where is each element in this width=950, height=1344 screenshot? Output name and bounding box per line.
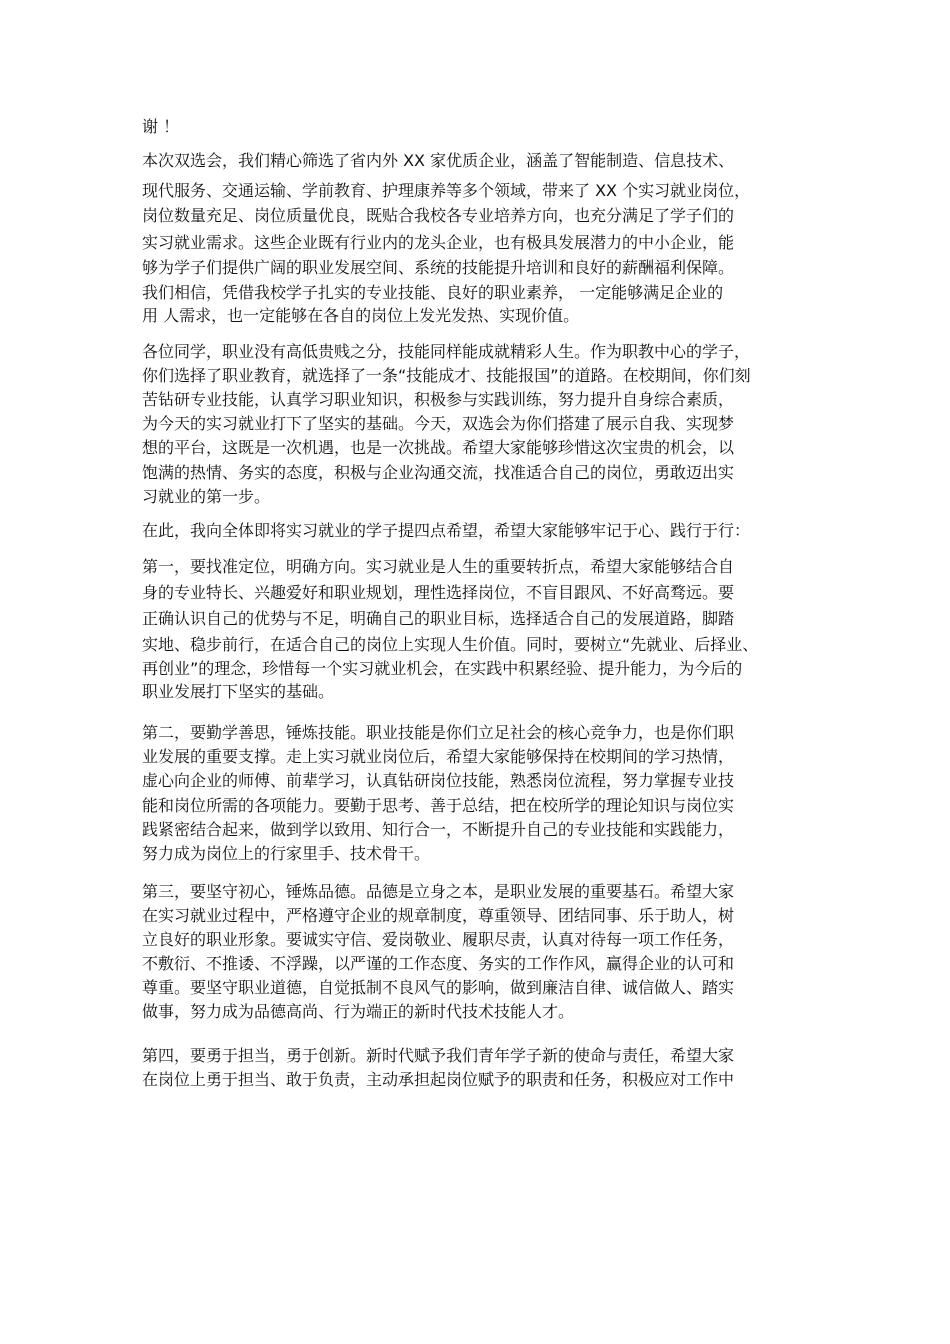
text-line: 虚心向企业的师傅、前辈学习，认真钻研岗位技能，熟悉岗位流程，努力掌握专业技 [142,771,735,790]
text-line: 实地、稳步前行，在适合自己的岗位上实现人生价值。同时，要树立“先就业、后择业、 [142,635,759,654]
text-line: 做事，努力成为品德高尚、行为端正的新时代技术技能人才。 [142,1002,575,1021]
text-line: 够为学子们提供广阔的职业发展空间、系统的技能提升培训和良好的薪酬福利保障。 [142,258,735,277]
text-line: 为今天的实习就业打下了坚实的基础。今天，双选会为你们搭建了展示自我、实现梦 [142,414,735,433]
text-line: 在此，我向全体即将实习就业的学子提四点希望，希望大家能够牢记于心、践行于行： [142,521,751,540]
text-line: 践紧密结合起来，做到学以致用、知行合一，不断提升自己的专业技能和实践能力， [142,820,735,839]
text-line: 你们选择了职业教育，就选择了一条“技能成才、技能报国”的道路。在校期间，你们刻 [142,366,751,385]
text-line: 尊重。要坚守职业道德，自觉抵制不良风气的影响，做到廉洁自律、诚信做人、踏实 [142,978,735,997]
text-line: 第四，要勇于担当，勇于创新。新时代赋予我们青年学子新的使命与责任，希望大家 [142,1046,735,1065]
text-line: 实习就业需求。这些企业既有行业内的龙头企业，也有极具发展潜力的中小企业，能 [142,233,735,252]
text-line: 不敷衍、不推诿、不浮躁，以严谨的工作态度、务实的工作作风，赢得企业的认可和 [142,954,735,973]
text-line: 努力成为岗位上的行家里手、技术骨干。 [142,844,431,863]
text-line: 现代服务、交通运输、学前教育、护理康养等多个领域，带来了 XX 个实习就业岗位， [142,181,751,200]
text-line: 习就业的第一步。 [142,487,271,506]
text-line: 立良好的职业形象。要诚实守信、爱岗敬业、履职尽责，认真对待每一项工作任务， [142,930,735,949]
text-line: 第二，要勤学善思，锤炼技能。职业技能是你们立足社会的核心竞争力，也是你们职 [142,723,735,742]
text-line: 我们相信，凭借我校学子扎实的专业技能、良好的职业素养， 一定能够满足企业的 [142,283,724,302]
text-line: 第三，要坚守初心，锤炼品德。品德是立身之本，是职业发展的重要基石。希望大家 [142,882,735,901]
text-line: 饱满的热情、务实的态度，积极与企业沟通交流，找准适合自己的岗位，勇敢迈出实 [142,463,735,482]
text-line: 各位同学，职业没有高低贵贱之分，技能同样能成就精彩人生。作为职教中心的学子， [142,342,751,361]
text-line: 用 人需求，也一定能够在各自的岗位上发光发热、实现价值。 [142,306,580,325]
text-line: 谢 ！ [142,117,180,136]
text-line: 岗位数量充足、岗位质量优良，既贴合我校各专业培养方向，也充分满足了学子们的 [142,206,735,225]
text-line: 身的专业特长、兴趣爱好和职业规划，理性选择岗位，不盲目跟风、不好高骛远。要 [142,583,735,602]
text-line: 再创业”的理念，珍惜每一个实习就业机会，在实践中积累经验、提升能力，为今后的 [142,659,743,678]
text-line: 正确认识自己的优势与不足，明确自己的职业目标，选择适合自己的发展道路，脚踏 [142,609,735,628]
text-line: 想的平台，这既是一次机遇，也是一次挑战。希望大家能够珍惜这次宝贵的机会，以 [142,438,735,457]
text-line: 第一，要找准定位，明确方向。实习就业是人生的重要转折点，希望大家能够结合自 [142,557,735,576]
text-line: 业发展的重要支撑。走上实习就业岗位后，希望大家能够保持在校期间的学习热情， [142,747,735,766]
text-line: 在岗位上勇于担当、敢于负责，主动承担起岗位赋予的职责和任务，积极应对工作中 [142,1070,735,1089]
text-line: 职业发展打下坚实的基础。 [142,682,335,701]
text-line: 苦钻研专业技能，认真学习职业知识，积极参与实践训练，努力提升自身综合素质， [142,390,735,409]
text-line: 能和岗位所需的各项能力。要勤于思考、善于总结，把在校所学的理论知识与岗位实 [142,796,735,815]
text-line: 在实习就业过程中，严格遵守企业的规章制度，尊重领导、团结同事、乐于助人，树 [142,906,735,925]
text-line: 本次双选会，我们精心筛选了省内外 XX 家优质企业，涵盖了智能制造、信息技术、 [142,151,735,170]
